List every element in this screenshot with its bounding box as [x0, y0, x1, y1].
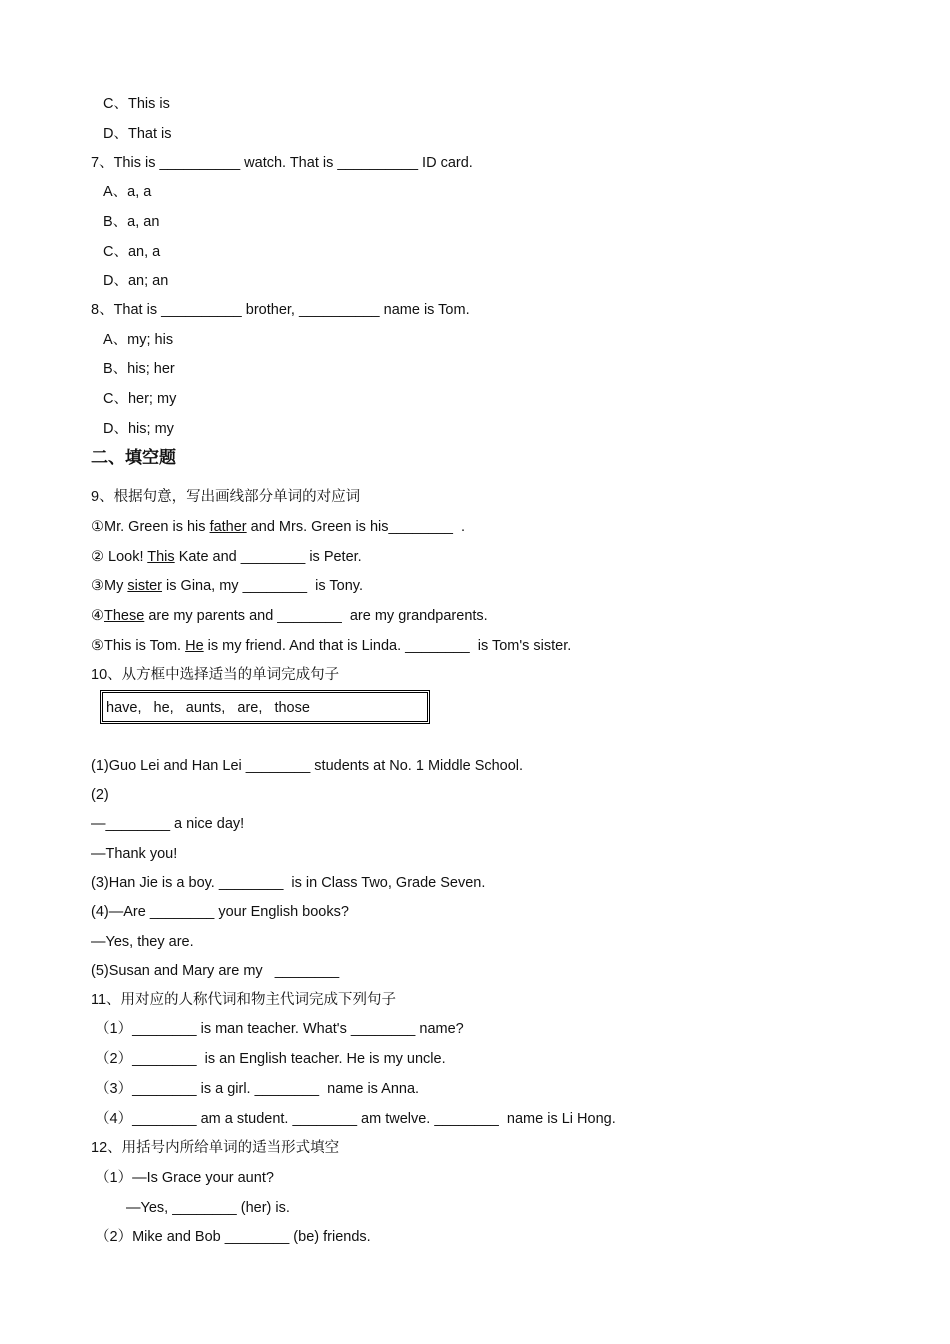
- q11-line-2: （2）________ is an English teacher. He is my uncle.: [95, 1051, 446, 1067]
- q8-option-d: D、his; my: [103, 421, 174, 437]
- q8-stem: 8、That is __________ brother, __________ name is Tom.: [91, 302, 470, 318]
- q6-option-c: C、This is: [103, 96, 170, 112]
- q9-item-1: ①Mr. Green is his father and Mrs. Green is his________ .: [91, 519, 466, 535]
- q7-option-b: B、a, an: [103, 214, 160, 230]
- q11-stem: 11、用对应的人称代词和物主代词完成下列句子: [91, 992, 397, 1008]
- q6-option-d: D、That is: [103, 126, 172, 142]
- q8-option-b: B、his; her: [103, 361, 175, 377]
- q7-option-d: D、an; an: [103, 273, 169, 289]
- word-box-text: have, he, aunts, are, those: [106, 700, 310, 716]
- q9-stem: 9、根据句意，写出画线部分单词的对应词: [91, 489, 361, 505]
- q7-option-c: C、an, a: [103, 244, 161, 260]
- q9-item-2: ② Look! This Kate and ________ is Peter.: [91, 549, 362, 565]
- q9-item-5: ⑤This is Tom. He is my friend. And that is Linda. ________ is Tom's sister.: [91, 638, 572, 654]
- q10-line-6: (4)—Are ________ your English books?: [91, 904, 349, 920]
- q12-line-2: —Yes, ________ (her) is.: [126, 1200, 290, 1216]
- q10-line-7: —Yes, they are.: [91, 934, 194, 950]
- word-box: [100, 690, 430, 724]
- q11-line-1: （1）________ is man teacher. What's ________ name?: [95, 1021, 464, 1037]
- q8-option-c: C、her; my: [103, 391, 177, 407]
- q11-line-4: （4）________ am a student. ________ am twelve. ________ name is Li Hong.: [95, 1111, 616, 1127]
- q12-stem: 12、用括号内所给单词的适当形式填空: [91, 1140, 340, 1156]
- q12-line-1: （1）—Is Grace your aunt?: [95, 1170, 274, 1186]
- q10-line-8: (5)Susan and Mary are my ________: [91, 963, 340, 979]
- q9-item-3: ③My sister is Gina, my ________ is Tony.: [91, 578, 363, 594]
- q12-line-3: （2）Mike and Bob ________ (be) friends.: [95, 1229, 371, 1245]
- q10-line-1: (1)Guo Lei and Han Lei ________ students at No. 1 Middle School.: [91, 758, 524, 774]
- q7-option-a: A、a, a: [103, 184, 152, 200]
- q10-line-5: (3)Han Jie is a boy. ________ is in Class Two, Grade Seven.: [91, 875, 486, 891]
- q11-line-3: （3）________ is a girl. ________ name is Anna.: [95, 1081, 420, 1097]
- section-title: 二、填空题: [91, 448, 176, 467]
- q10-line-4: —Thank you!: [91, 846, 178, 862]
- q9-item-4: ④These are my parents and ________ are my grandparents.: [91, 608, 488, 624]
- q10-line-3: —________ a nice day!: [91, 816, 245, 832]
- q7-stem: 7、This is __________ watch. That is __________ ID card.: [91, 155, 473, 171]
- q10-line-2: (2): [91, 787, 109, 803]
- q10-stem: 10、从方框中选择适当的单词完成句子: [91, 667, 340, 683]
- q8-option-a: A、my; his: [103, 332, 174, 348]
